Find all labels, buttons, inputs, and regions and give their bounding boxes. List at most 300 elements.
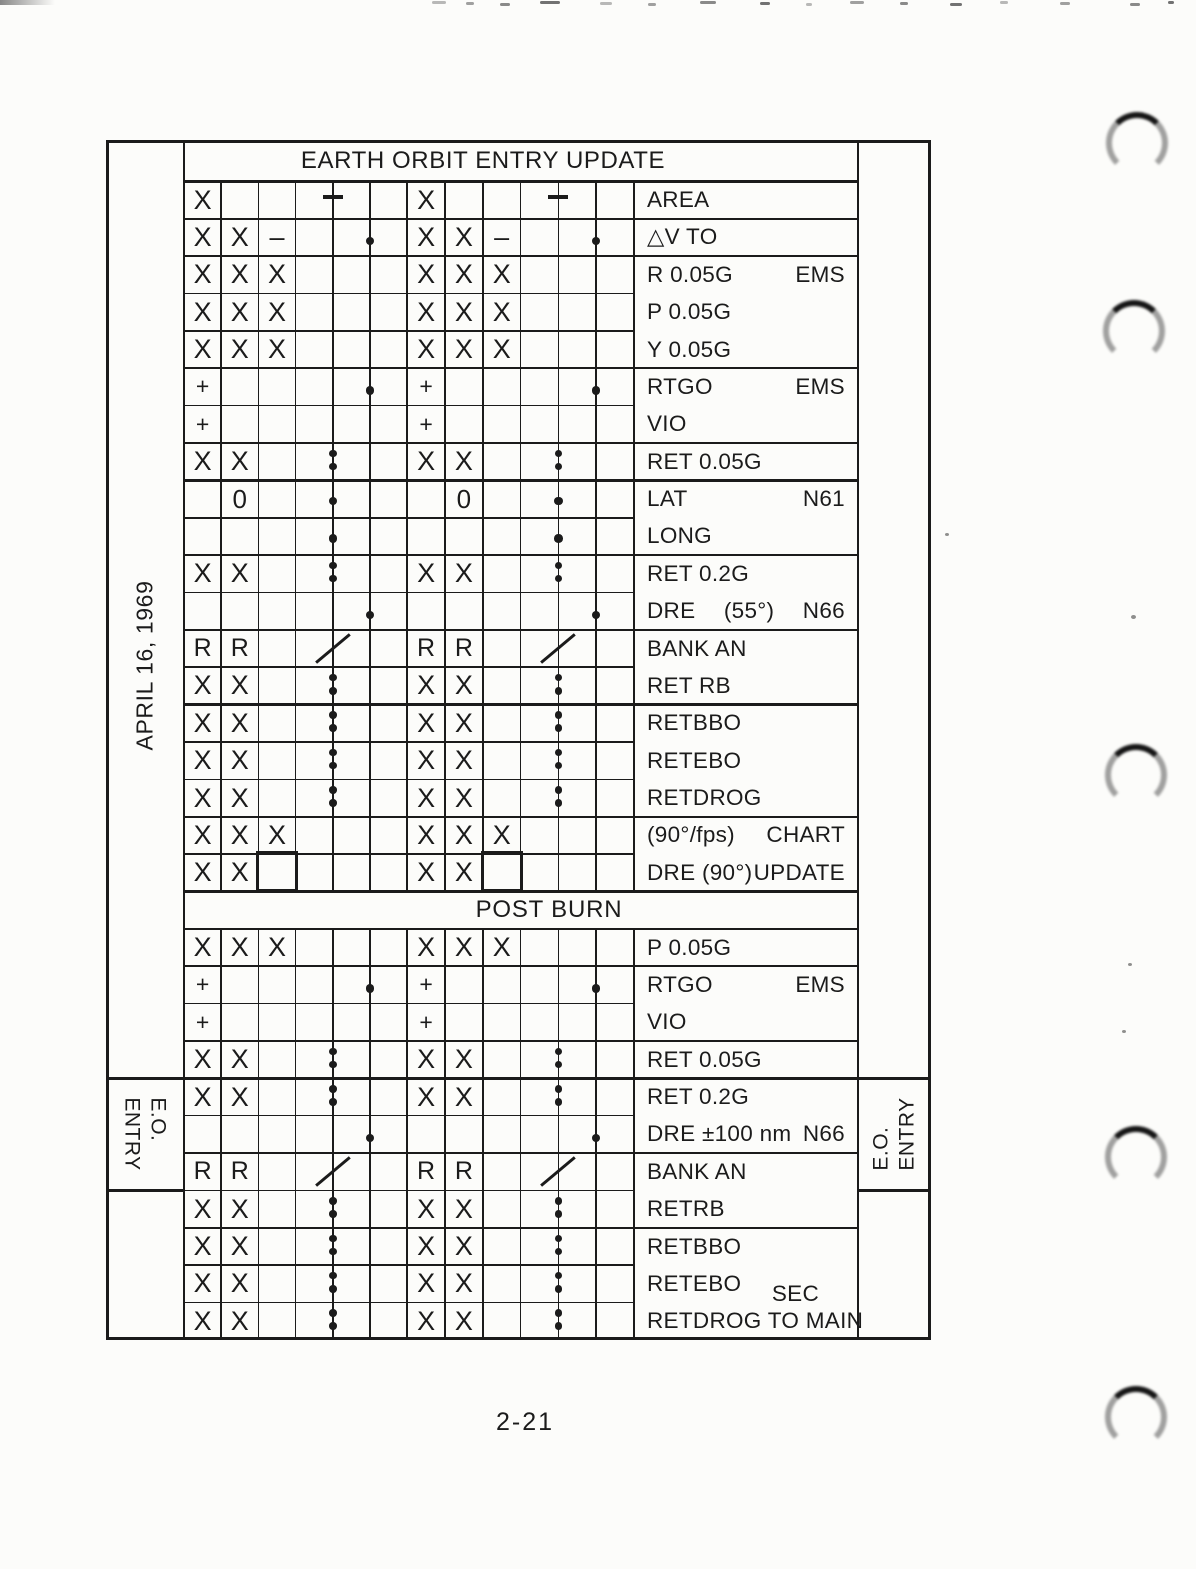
colon-separator-dot xyxy=(555,1098,563,1106)
grid-cell-symbol: X xyxy=(454,1044,473,1075)
grid-cell-symbol: R xyxy=(454,1157,473,1186)
grid-cell-symbol: X xyxy=(454,670,473,701)
eo-entry-label xyxy=(119,1098,171,1171)
grid-cell-symbol: R xyxy=(193,1157,212,1186)
scan-noise-mark xyxy=(466,2,474,5)
colon-separator-dot xyxy=(329,450,337,458)
grid-cell-symbol: X xyxy=(193,1268,212,1299)
label-line xyxy=(634,592,858,629)
colon-separator-dot xyxy=(329,1085,337,1093)
scan-noise-mark xyxy=(1130,3,1140,6)
grid-cell-symbol: X xyxy=(454,446,473,477)
colon-separator-dot xyxy=(329,749,337,757)
label-cell xyxy=(634,817,858,892)
punch-hole-shadow xyxy=(1105,744,1167,806)
emphasis-box xyxy=(481,851,523,892)
entry-update-form xyxy=(106,140,931,1340)
colon-separator-dot xyxy=(555,799,563,807)
punch-hole-shadow xyxy=(1103,300,1165,362)
grid-cell-symbol: X xyxy=(454,857,473,888)
label-text: CHART xyxy=(766,822,845,848)
grid-cell-symbol: X xyxy=(492,296,511,327)
colon-separator-dot xyxy=(555,562,563,570)
grid-cell-symbol: X xyxy=(492,819,511,850)
label-text: BANK AN xyxy=(647,635,747,661)
grid-cell-symbol: X xyxy=(267,932,286,963)
label-text: RTGO xyxy=(647,373,713,399)
label-line xyxy=(634,331,858,368)
colon-separator-dot xyxy=(329,575,337,583)
grid-cell-symbol: X xyxy=(193,1081,212,1112)
decimal-point xyxy=(366,1134,375,1143)
decimal-point xyxy=(329,534,338,543)
colon-separator-dot xyxy=(329,1061,337,1069)
label-text: EMS xyxy=(795,261,845,287)
grid-cell-symbol: X xyxy=(417,184,436,215)
grid-cell-symbol: X xyxy=(230,932,249,963)
eo-line2: ENTRY xyxy=(120,1097,144,1172)
grid-cell-symbol: X xyxy=(417,782,436,813)
label-line xyxy=(634,630,858,667)
grid-cell-symbol: X xyxy=(193,184,212,215)
grid-cell-symbol: X xyxy=(230,1044,249,1075)
grid-cell-symbol: X xyxy=(417,446,436,477)
label-text: UPDATE xyxy=(753,859,845,885)
grid-cell-symbol: X xyxy=(230,670,249,701)
grid-cell-symbol: X xyxy=(417,1081,436,1112)
grid-cell-symbol: + xyxy=(419,410,433,437)
scan-noise-mark xyxy=(1060,2,1070,5)
colon-separator-dot xyxy=(555,674,563,682)
label-line xyxy=(634,1228,858,1265)
label-line xyxy=(634,1116,858,1153)
grid-cell-symbol: X xyxy=(230,782,249,813)
grid-cell-symbol: X xyxy=(417,1193,436,1224)
label-text: SEC xyxy=(771,1280,819,1306)
grid-cell-symbol: X xyxy=(267,296,286,327)
colon-separator-dot xyxy=(555,1235,563,1243)
label-text: RETEBO xyxy=(647,747,742,773)
label-text: RTGO xyxy=(647,971,713,997)
label-text: RETDROG xyxy=(647,785,762,810)
label-line xyxy=(634,443,858,480)
grid-cell-symbol: X xyxy=(193,259,212,290)
colon-separator-dot xyxy=(555,1197,563,1205)
decimal-point xyxy=(329,497,338,506)
label-text: RETEBO xyxy=(647,1270,742,1296)
colon-separator-dot xyxy=(555,1048,563,1056)
label-line xyxy=(634,854,858,891)
grid-cell-symbol: X xyxy=(230,259,249,290)
label-line xyxy=(634,817,858,854)
colon-separator-dot xyxy=(329,1309,337,1317)
grid-cell-symbol: X xyxy=(193,857,212,888)
grid-cell-symbol: X xyxy=(454,819,473,850)
grid-cell-symbol: X xyxy=(454,334,473,365)
grid-cell-symbol: X xyxy=(193,296,212,327)
grid-cell-symbol: X xyxy=(454,1268,473,1299)
grid-cell-symbol: X xyxy=(193,1305,212,1336)
grid-cell-symbol: X xyxy=(454,558,473,589)
eo-entry-sidebar-left xyxy=(106,1078,184,1190)
colon-separator-dot xyxy=(329,1285,337,1293)
grid-cell-symbol: + xyxy=(195,971,210,998)
label-cell xyxy=(634,480,858,555)
colon-separator-dot xyxy=(555,1210,563,1218)
punch-hole-shadow xyxy=(1105,1386,1167,1448)
label-text: LONG xyxy=(647,523,712,549)
column-line xyxy=(369,181,371,891)
decimal-point xyxy=(554,497,563,506)
label-text: RET 0.2G xyxy=(647,560,750,586)
colon-separator-dot xyxy=(555,724,563,732)
grid-cell-symbol: X xyxy=(454,745,473,776)
grid-cell-symbol: 0 xyxy=(232,483,248,514)
grid-cell-symbol: X xyxy=(417,670,436,701)
colon-separator-dot xyxy=(555,749,563,757)
grid-cell-symbol: – xyxy=(269,221,285,252)
colon-separator-dot xyxy=(329,786,337,794)
grid-cell-symbol: X xyxy=(454,1305,473,1336)
label-line xyxy=(634,929,858,966)
scan-noise-mark xyxy=(700,1,716,4)
label-line xyxy=(634,555,858,592)
dash-separator xyxy=(323,195,343,198)
scan-speck xyxy=(1128,963,1132,966)
grid-cell-symbol: R xyxy=(417,1157,436,1186)
colon-separator-dot xyxy=(329,1210,337,1218)
decimal-point xyxy=(592,984,601,993)
label-line xyxy=(634,1153,858,1190)
colon-separator-dot xyxy=(555,1322,563,1330)
grid-cell-symbol: X xyxy=(193,1044,212,1075)
label-text: (90°/fps) xyxy=(647,822,735,848)
label-cell xyxy=(634,1228,864,1340)
grid-cell-symbol: X xyxy=(417,1305,436,1336)
grid-cell-symbol: X xyxy=(492,259,511,290)
colon-separator-dot xyxy=(329,687,337,695)
label-line xyxy=(634,406,858,443)
grid-cell-symbol: – xyxy=(494,221,510,252)
scan-noise-mark xyxy=(760,2,770,5)
scan-noise-mark xyxy=(648,3,656,6)
label-text: P 0.05G xyxy=(647,299,732,325)
grid-cell-symbol: X xyxy=(417,221,436,252)
colon-separator-dot xyxy=(555,1085,563,1093)
colon-separator-dot xyxy=(555,1285,563,1293)
scan-noise-mark xyxy=(500,3,510,6)
label-text: P 0.05G xyxy=(647,934,732,960)
label-text: DRE xyxy=(647,598,696,624)
label-line xyxy=(634,1303,864,1340)
scan-noise-mark xyxy=(850,1,864,4)
punch-hole-shadow xyxy=(1105,1126,1167,1188)
colon-separator-dot xyxy=(555,463,563,471)
column-line xyxy=(595,181,597,891)
decimal-point xyxy=(366,611,375,620)
date-label: APRIL 16, 1969 xyxy=(131,580,158,750)
column-line xyxy=(520,929,522,1337)
colon-separator-dot xyxy=(329,724,337,732)
label-line xyxy=(634,779,858,816)
decimal-point xyxy=(366,386,375,395)
colon-separator-dot xyxy=(329,1197,337,1205)
scan-speck xyxy=(945,533,949,536)
eo-line1: E.O. xyxy=(869,1127,893,1172)
label-cell xyxy=(634,1153,858,1228)
grid-cell-symbol: X xyxy=(230,1231,249,1262)
grid-cell-symbol: X xyxy=(454,932,473,963)
scan-noise-mark xyxy=(1000,1,1008,4)
scan-noise-mark xyxy=(806,3,812,6)
label-text: (55°) xyxy=(723,598,775,624)
grid-cell-symbol: + xyxy=(419,1008,433,1035)
date-sidebar xyxy=(106,440,184,890)
emphasis-box xyxy=(256,851,297,892)
label-cell xyxy=(634,181,858,218)
grid-cell-symbol: X xyxy=(230,745,249,776)
label-cell xyxy=(634,256,858,368)
grid-cell-symbol: X xyxy=(230,446,249,477)
colon-separator-dot xyxy=(555,1309,563,1317)
post-burn-header: POST BURN xyxy=(475,896,623,924)
scan-noise-mark xyxy=(540,1,560,4)
label-line xyxy=(634,1041,858,1078)
label-text: VIO xyxy=(647,1009,687,1035)
grid-cell-symbol: R xyxy=(193,634,212,663)
grid-cell-symbol: + xyxy=(419,373,433,400)
label-cell xyxy=(634,1041,858,1078)
grid-cell-symbol: X xyxy=(230,1305,249,1336)
grid-cell-symbol: X xyxy=(454,296,473,327)
grid-cell-symbol: X xyxy=(454,782,473,813)
label-cell xyxy=(634,630,858,705)
colon-separator-dot xyxy=(555,450,563,458)
grid-cell-symbol: X xyxy=(230,296,249,327)
grid-cell-symbol: R xyxy=(454,634,473,663)
grid-cell-symbol: X xyxy=(417,857,436,888)
colon-separator-dot xyxy=(329,1235,337,1243)
scan-speck xyxy=(1122,1030,1126,1033)
decimal-point xyxy=(592,386,601,395)
label-text: N66 xyxy=(802,1121,845,1147)
label-cell xyxy=(634,929,858,966)
dash-separator xyxy=(548,195,568,198)
label-text: DRE (90°) xyxy=(647,859,753,885)
label-text: N61 xyxy=(802,486,845,512)
grid-cell-symbol: X xyxy=(230,1193,249,1224)
colon-separator-dot xyxy=(329,711,337,719)
grid-cell-symbol: R xyxy=(417,634,436,663)
decimal-point xyxy=(554,534,563,543)
grid-cell-symbol: X xyxy=(193,334,212,365)
label-text: RETDROG TO MAIN xyxy=(647,1308,864,1334)
grid-cell-symbol: X xyxy=(454,221,473,252)
label-line xyxy=(634,181,858,218)
grid-cell-symbol: X xyxy=(230,1081,249,1112)
grid-cell-symbol: X xyxy=(193,558,212,589)
grid-cell-symbol: X xyxy=(454,259,473,290)
decimal-point xyxy=(592,1134,601,1143)
colon-separator-dot xyxy=(555,711,563,719)
label-cell xyxy=(634,219,858,256)
label-text: AREA xyxy=(647,187,710,213)
label-line xyxy=(634,480,858,517)
label-text: N66 xyxy=(802,598,845,624)
label-line xyxy=(634,1190,858,1227)
label-text: R 0.05G xyxy=(647,261,733,287)
label-text: RET 0.2G xyxy=(647,1084,750,1110)
grid-cell-symbol: 0 xyxy=(456,483,472,514)
colon-separator-dot xyxy=(555,1061,563,1069)
label-line xyxy=(634,1004,858,1041)
colon-separator-dot xyxy=(555,762,563,770)
grid-cell-symbol: X xyxy=(454,1081,473,1112)
label-text: EMS xyxy=(795,971,845,997)
decimal-point xyxy=(592,611,601,620)
label-cell xyxy=(634,966,858,1041)
colon-separator-dot xyxy=(329,1248,337,1256)
label-line xyxy=(634,742,858,779)
label-line xyxy=(634,368,858,405)
grid-cell-symbol: X xyxy=(230,1268,249,1299)
label-text: RETBBO xyxy=(647,710,742,736)
decimal-point xyxy=(592,237,601,246)
form-title: EARTH ORBIT ENTRY UPDATE xyxy=(300,146,666,174)
colon-separator-dot xyxy=(329,562,337,570)
scan-noise-mark xyxy=(900,2,908,5)
label-text: △V TO xyxy=(647,224,718,250)
grid-cell-symbol: X xyxy=(230,221,249,252)
colon-separator-dot xyxy=(555,575,563,583)
label-cell xyxy=(634,443,858,480)
grid-cell-symbol: X xyxy=(417,1044,436,1075)
scan-noise-mark xyxy=(432,1,446,4)
colon-separator-dot xyxy=(555,1272,563,1280)
scan-noise-mark xyxy=(950,3,962,6)
grid-cell-symbol: X xyxy=(193,932,212,963)
grid-cell-symbol: X xyxy=(417,819,436,850)
grid-cell-symbol: X xyxy=(417,259,436,290)
grid-cell-symbol: + xyxy=(195,1008,210,1035)
label-line xyxy=(634,1078,858,1115)
label-text: RET 0.05G xyxy=(647,448,762,474)
decimal-point xyxy=(366,984,375,993)
eo-entry-label xyxy=(869,1098,921,1171)
colon-separator-dot xyxy=(329,1048,337,1056)
grid-cell-symbol: X xyxy=(230,707,249,738)
grid-cell-symbol: X xyxy=(193,221,212,252)
label-line xyxy=(634,966,858,1003)
grid-cell-symbol: + xyxy=(195,410,210,437)
scan-noise-mark xyxy=(600,2,612,5)
colon-separator-dot xyxy=(329,463,337,471)
grid-cell-symbol: X xyxy=(193,1193,212,1224)
label-text: RETRB xyxy=(647,1196,725,1222)
column-line xyxy=(295,929,297,1337)
grid-cell-symbol: X xyxy=(417,558,436,589)
colon-separator-dot xyxy=(555,786,563,794)
grid-cell-symbol: X xyxy=(417,1268,436,1299)
colon-separator-dot xyxy=(329,799,337,807)
grid-cell-symbol: + xyxy=(419,971,433,998)
grid-cell-symbol: X xyxy=(193,745,212,776)
label-cell xyxy=(634,368,858,443)
page-number: 2-21 xyxy=(496,1408,555,1436)
label-line xyxy=(634,294,858,331)
punch-hole-shadow xyxy=(1106,112,1168,174)
grid-cell-symbol: X xyxy=(454,1193,473,1224)
colon-separator-dot xyxy=(329,762,337,770)
colon-separator-dot xyxy=(555,687,563,695)
grid-cell-symbol: X xyxy=(230,558,249,589)
eo-entry-sidebar-right xyxy=(858,1078,931,1190)
grid-cell-symbol: X xyxy=(267,819,286,850)
grid-cell-symbol: X xyxy=(193,670,212,701)
eo-line1: E.O. xyxy=(146,1097,170,1142)
label-text: BANK AN xyxy=(647,1158,747,1184)
grid-cell-symbol: X xyxy=(267,259,286,290)
colon-separator-dot xyxy=(329,1098,337,1106)
label-text: EMS xyxy=(795,373,845,399)
scan-noise-mark xyxy=(1168,1,1174,4)
label-cell xyxy=(634,705,858,817)
grid-cell-symbol: X xyxy=(193,446,212,477)
label-text: RET RB xyxy=(647,672,731,698)
grid-cell-symbol: X xyxy=(454,1231,473,1262)
grid-cell-symbol: X xyxy=(417,707,436,738)
grid-cell-symbol: X xyxy=(193,782,212,813)
scan-speck xyxy=(1131,615,1136,619)
grid-cell-symbol: X xyxy=(193,707,212,738)
label-text: RET 0.05G xyxy=(647,1046,762,1072)
label-line xyxy=(634,667,858,704)
grid-cell-symbol: X xyxy=(193,819,212,850)
label-line xyxy=(634,705,858,742)
grid-cell-symbol: R xyxy=(230,1157,249,1186)
eo-line2: ENTRY xyxy=(895,1097,919,1172)
grid-cell-symbol: R xyxy=(230,634,249,663)
colon-separator-dot xyxy=(329,674,337,682)
label-line xyxy=(634,518,858,555)
grid-cell-symbol: X xyxy=(417,296,436,327)
label-text: LAT xyxy=(647,486,688,512)
grid-cell-symbol: + xyxy=(195,373,210,400)
label-line xyxy=(634,1265,858,1306)
label-cell xyxy=(634,1078,858,1153)
colon-separator-dot xyxy=(329,1272,337,1280)
colon-separator-dot xyxy=(555,1248,563,1256)
grid-cell-symbol: X xyxy=(492,932,511,963)
label-text: VIO xyxy=(647,411,687,437)
grid-cell-symbol: X xyxy=(417,745,436,776)
colon-separator-dot xyxy=(329,1322,337,1330)
label-line xyxy=(634,219,858,256)
label-line xyxy=(634,256,858,293)
label-text: RETBBO xyxy=(647,1233,742,1259)
grid-cell-symbol: X xyxy=(417,334,436,365)
grid-cell-symbol: X xyxy=(230,819,249,850)
grid-cell-symbol: X xyxy=(193,1231,212,1262)
grid-cell-symbol: X xyxy=(267,334,286,365)
grid-cell-symbol: X xyxy=(230,334,249,365)
grid-cell-symbol: X xyxy=(454,707,473,738)
grid-cell-symbol: X xyxy=(492,334,511,365)
scan-smudge xyxy=(0,0,55,5)
grid-cell-symbol: X xyxy=(417,1231,436,1262)
label-text: DRE ±100 nm xyxy=(647,1121,792,1147)
label-text: Y 0.05G xyxy=(647,336,732,362)
